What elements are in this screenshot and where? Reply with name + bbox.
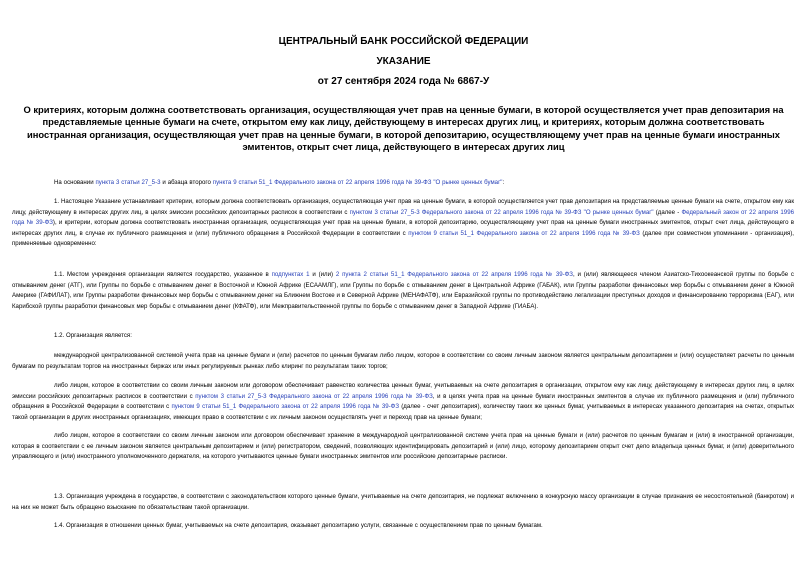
text-segment: На основании [54, 179, 96, 186]
paragraph-1-1 [12, 270, 794, 312]
law-link[interactable]: пункта 9 статьи 51_1 Федерального закона от 22 апреля 1996 года № 39-ФЗ "О рынке ценных бумаг" [212, 179, 503, 186]
paragraph-1-2-b [12, 381, 794, 423]
paragraph-1 [12, 197, 794, 250]
text-segment: ), и критерии, которым должна соответствовать иностранная организация, осуществляющая учет прав на ценные бумаги, в которой депозитарию, осуществляющему учет прав на ценные бумаги иностранных эмитентов, открыт счет лица, действующего в интересах других лиц, в случае их публичного размещения и (или) публичного обращения в Российской Федерации в соответствии с [12, 219, 794, 237]
law-link[interactable]: пункта 3 статьи 27_5-3 [95, 179, 161, 186]
text-segment: : [502, 179, 505, 186]
text-segment: и (или) [309, 271, 336, 278]
law-link[interactable]: пунктом 9 статьи 51_1 Федерального закона от 22 апреля 1996 года № 39-ФЗ [171, 403, 399, 411]
paragraph-1-2-c [12, 431, 794, 463]
paragraph-1-2-a [12, 351, 794, 372]
text-segment: и абзаца второго [160, 179, 213, 186]
organization-name: ЦЕНТРАЛЬНЫЙ БАНК РОССИЙСКОЙ ФЕДЕРАЦИИ [278, 36, 529, 47]
document-title: О критериях, которым должна соответствовать организация, осуществляющая учет прав на ценные бумаги, в которой осуществляется учет прав депозитария на представляемые ценные бумаги на счете, открытом ему как лицу, действующему в интересах других лиц, и критериях, которым должна соответствовать иностранная организация, осуществляющая учет прав на ценные бумаги, в которой депозитарию, осуществляющему учет прав на ценные бумаги иностранных эмитентов, открыт счет лица, действующего в интересах других лиц [23, 104, 784, 153]
document-type: УКАЗАНИЕ [376, 56, 431, 67]
paragraph-1-2 [12, 331, 794, 342]
paragraph-basis [12, 178, 794, 189]
text-segment: 1. Настоящее Указание устанавливает критерии, которым должна соответствовать организация, осуществляющая учет прав на ценные бумаги, в которой осуществляется учет прав депозитария на представляемые ценные бумаги на счете, открытом ему как лицу, действующему в интересах других лиц, в целях эмиссии российских депозитарных расписок в соответствии с [12, 198, 794, 216]
text-segment: , и (или) являющееся членом Азиатско-Тихоокеанской группы по борьбе с отмыванием денег (АТГ), или Группы по борьбе с отмыванием денег в Восточной и Южной Африке (ЕСААМЛГ), или Группы по борьбе с отмыванием денег в Центральной Африке (ГАБАК), или Группы разработки финансовых мер борьбы с отмыванием денег в Южной Америке (ГАФИЛАТ), или Группы разработки финансовых мер борьбы с отмыванием денег на Ближнем Востоке и в Северной Африке (МЕНАФАТФ), или Евразийской группы по противодействию легализации преступных доходов и финансированию терроризма (ЕАГ), или Карибской группы разработки финансовых мер борьбы с отмыванием денег (КФАТФ), или Межправительственной группы по борьбе с отмыванием денег в Западной Африке (ГИАБА). [12, 271, 794, 310]
document-date-number: от 27 сентября 2024 года № 6867-У [317, 76, 490, 87]
text-segment: (далее при совместном упоминании - организация), применяемые одновременно: [12, 229, 795, 248]
text-segment: 1.1. Местом учреждения организации является государство, указанное в [54, 271, 272, 278]
paragraph-1-4 [12, 521, 794, 532]
law-link[interactable]: Федеральный закон от 22 апреля 1996 года № 39-ФЗ [12, 208, 794, 227]
paragraph-1-3 [12, 492, 794, 513]
text-segment: либо лицом, которое в соответствии со своим личным законом или договором обеспечивает равенство количества ценных бумаг, учитываемых на счете депозитария в организации, открытом ему как лицу, действующему в интересах других лиц, в целях эмиссии российских депозитарных расписок в соответствии с [12, 382, 794, 400]
text-segment: 1.3. Организация учреждена в государстве, в соответствии с законодательством которого ценные бумаги, учитываемые на счете депозитария, не подлежат включению в конкурсную массу организации в случае признания ее несостоятельной (банкротом) и на них не может быть обращено взыскание по обязательствам такой организации. [12, 493, 794, 511]
law-link[interactable]: пунктом 3 статьи 27_5-3 Федерального закона от 22 апреля 1996 года № 39-ФЗ [195, 392, 433, 400]
law-link[interactable]: пунктом 9 статьи 51_1 Федерального закона от 22 апреля 1996 года № 39-ФЗ [408, 229, 640, 237]
text-segment: , и в целях учета прав на ценные бумаги иностранных эмитентов в случае их публичного размещения и (или) публичного обращения в Российской Федерации в соответствии с [12, 392, 794, 411]
text-segment: либо лицом, которое в соответствии со своим личным законом или договором обеспечивает хранение в международной централизованной системе учета прав на ценные бумаги и (или) расчетов по ценным бумагам и (или) в иностранной организации, которая в соответствии с ее личным законом является центральным депозитарием и (или) регистратором, сведений, позволяющих идентифицировать депозитарий и (или) лицо, которому депозитарием открыт счет депо владельца ценных бумаг, и (или) доверительного управляющего и (или) иностранного уполномоченного держателя, на которого учитываются ценные бумаги иностранных эмитентов или российские депозитарные расписки. [12, 432, 794, 461]
law-link[interactable]: подпунктах 1 [271, 271, 310, 278]
text-segment: международной централизованной системой учета прав на ценные бумаги и (или) расчетов по ценным бумагам либо лицом, которое в соответствии со своим личным законом является центральным депозитарием и (или) осуществляет расчеты по ценным бумагам по результатам торгов на иностранных биржах или иных регулируемых рынках либо клиринг по результатам таких торгов; [12, 352, 794, 370]
text-segment: (далее - счет депозитария), количеству таких же ценных бумаг, учитываемых в интересах указанного депозитария на счетах, открытых такой организации в других иностранных организациях, имеющих право в соответствии с их личным законом осуществлять учет и переход прав на ценные бумаги; [12, 403, 794, 421]
law-link[interactable]: 2 пункта 2 статьи 51_1 Федерального закона от 22 апреля 1996 года № 39-ФЗ [335, 271, 573, 278]
text-segment: 1.2. Организация является: [54, 332, 132, 339]
text-segment: 1.4. Организация в отношении ценных бумаг, учитываемых на счете депозитария, оказывает депозитарию услуги, связанные с осуществлением прав по ценным бумагам. [54, 522, 543, 529]
text-segment: (далее - [653, 208, 682, 216]
law-link[interactable]: пунктом 3 статьи 27_5-3 Федерального закона от 22 апреля 1996 года № 39-ФЗ "О рынке ценных бумаг" [349, 208, 654, 216]
